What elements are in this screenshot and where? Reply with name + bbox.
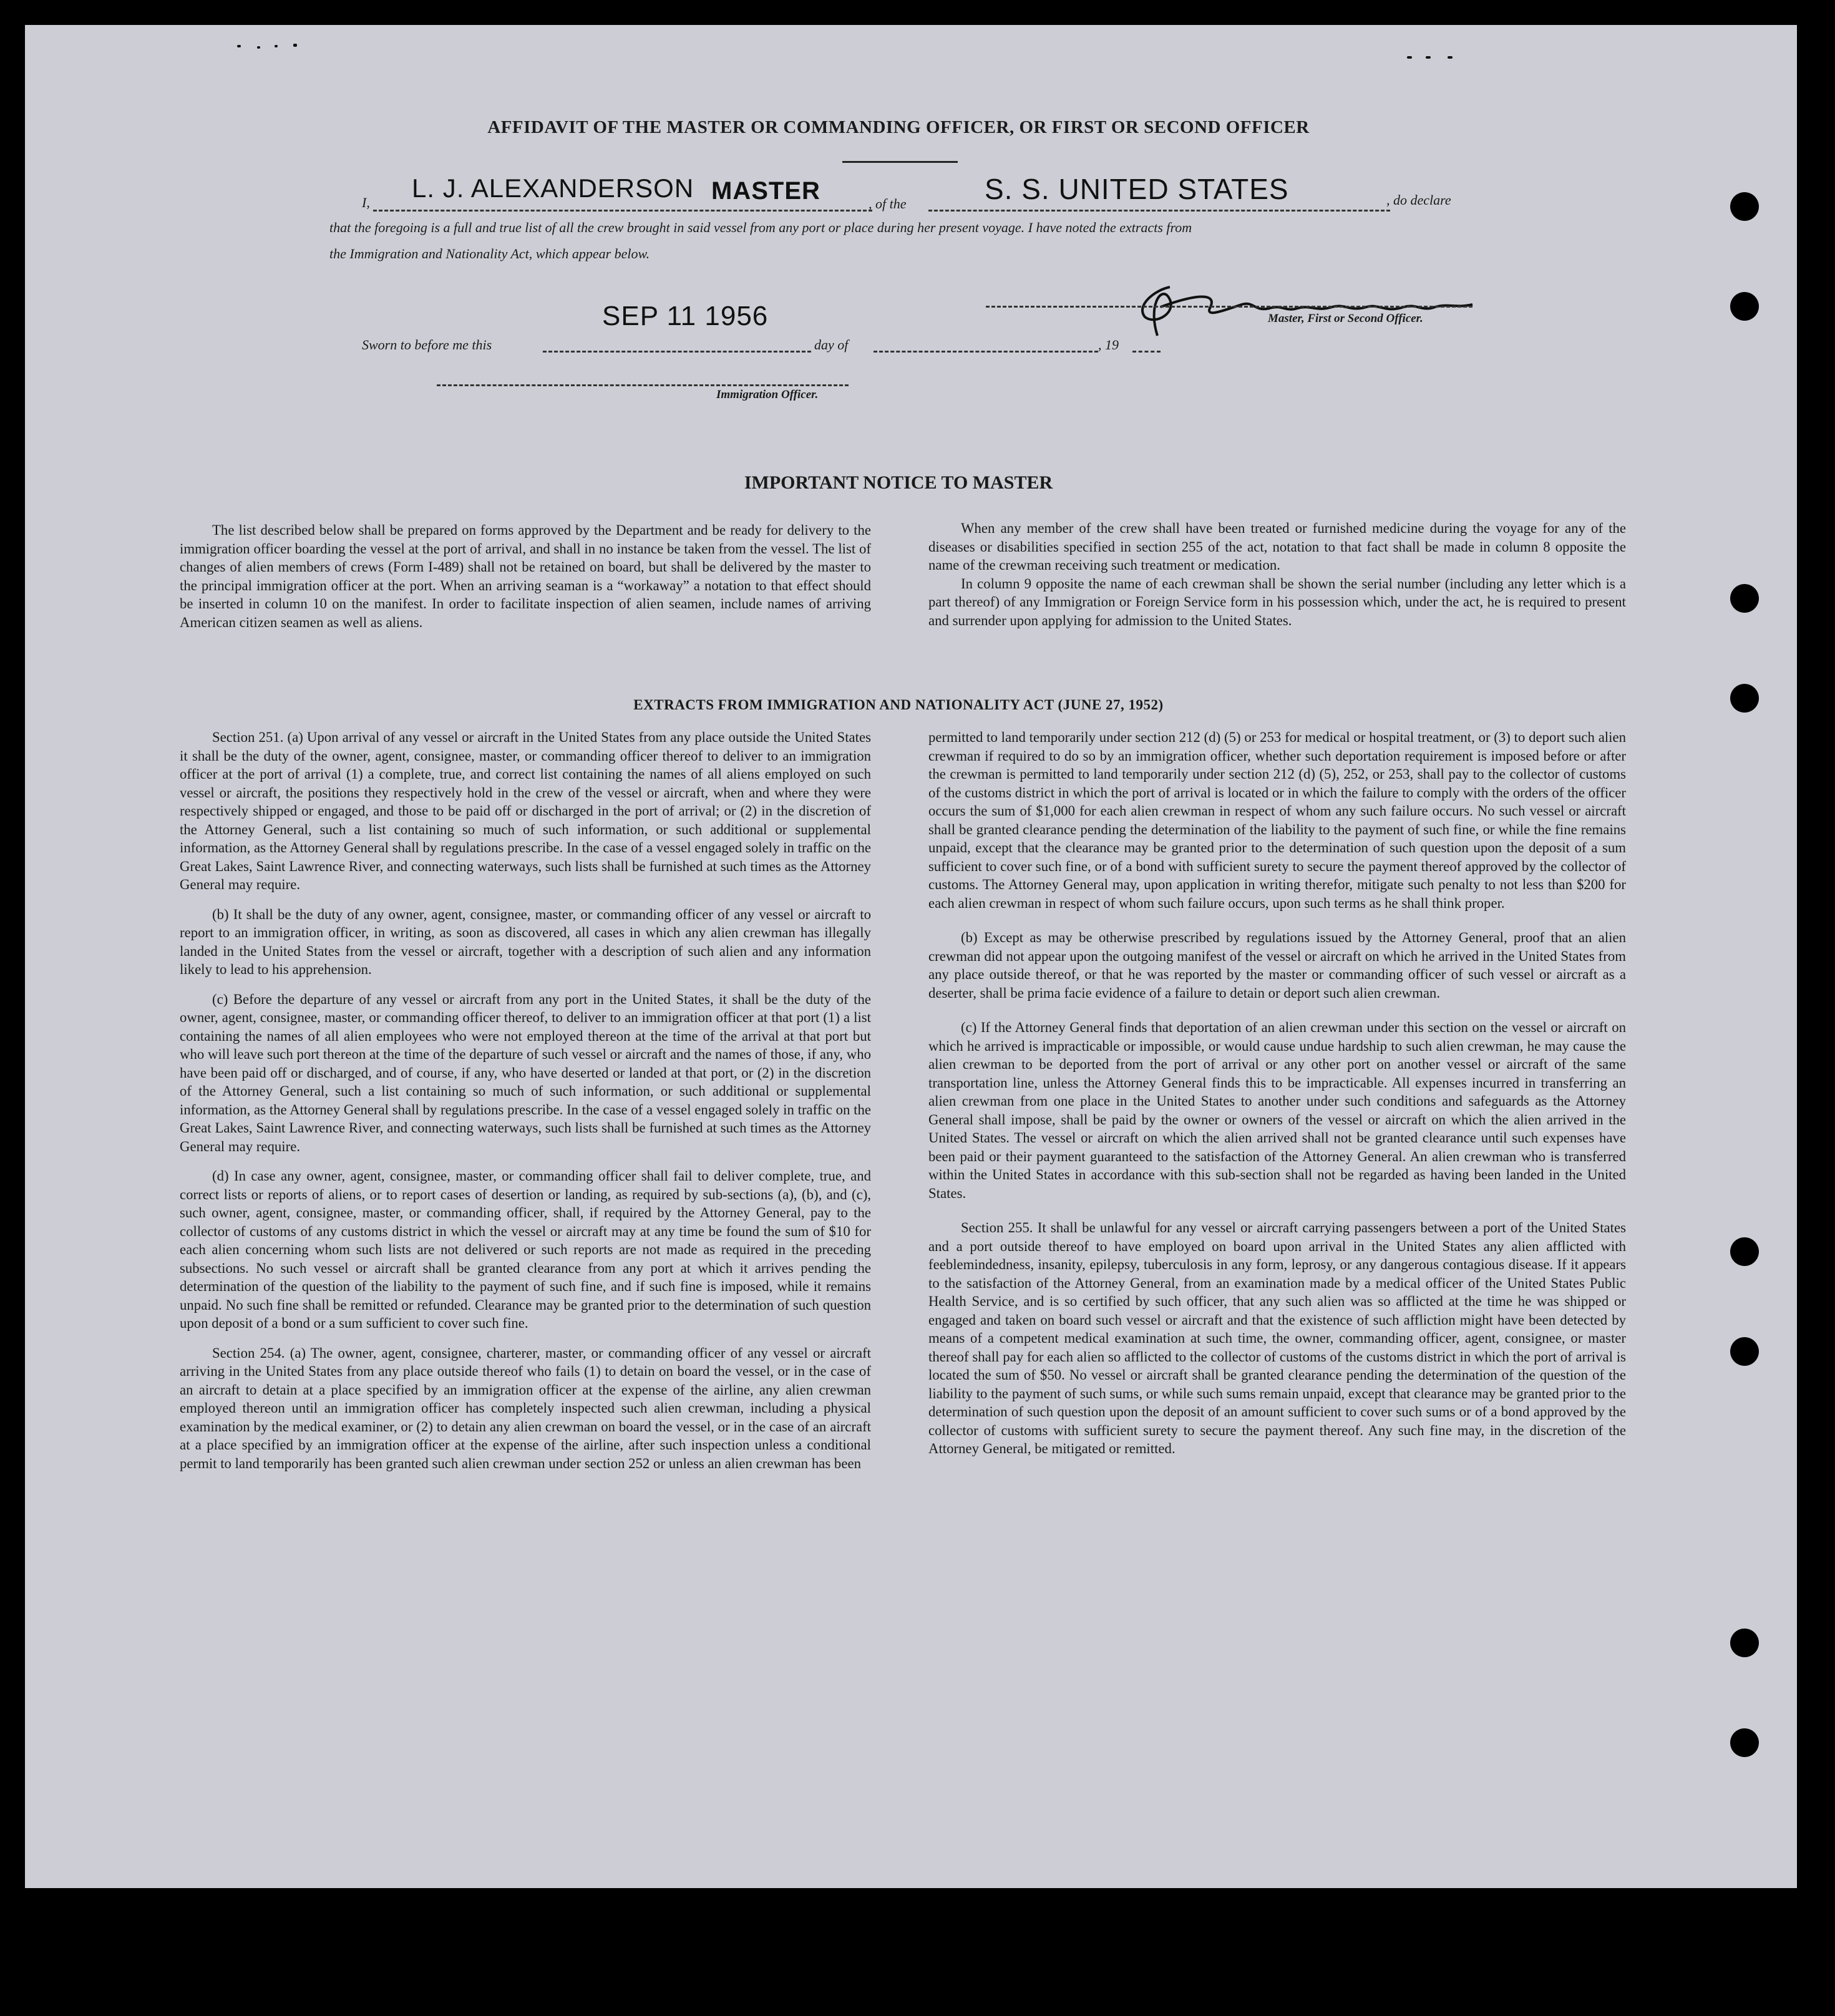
year-label: , 19 — [1098, 337, 1119, 353]
scan-speck — [257, 46, 260, 49]
master-signature — [1111, 268, 1485, 337]
punch-hole — [1730, 1728, 1759, 1757]
extracts-title: EXTRACTS FROM IMMIGRATION AND NATIONALITY ACT (JUNE 27, 1952) — [633, 697, 1164, 713]
section-251-b: (b) It shall be the duty of any owner, agent, consignee, master, or commanding officer of any vessel or aircraft to report to an immigration officer, in writing, as soon as discovered, all cases in which any alien crewman has illegally landed in the United States from the vessel or aircraft, together with a description of such alien and any information likely to lead to his apprehension. — [180, 906, 871, 977]
scan-speck — [275, 45, 278, 47]
vessel-name[interactable]: S. S. UNITED STATES — [985, 173, 1289, 205]
vessel-line — [928, 210, 1390, 212]
section-251-c: (c) Before the departure of any vessel or aircraft from any port in the United States, it shall be the duty of the owner, agent, consignee, master, or commanding officer thereof, to deliver to an immigration officer at that port (1) a list containing the names of all alien employees who were not employed thereon at the time of the arrival at that port but who will leave such port thereon at the time of the departure of such vessel or aircraft and the names of those, if any, who have been paid off or discharged, and of course, if any, who have deserted or landed at that port, or (2) in the discretion of the Attorney General, such a list containing so much of such information, or such additional or supplemental information, as the Attorney General shall by regulations prescribe. In the case of a vessel engaged solely in traffic on the Great Lakes, Saint Lawrence River, and connecting waterways, such lists shall be furnished at such times as the Attorney General may require. — [180, 991, 871, 1154]
day-of-label: day of — [814, 337, 849, 353]
punch-hole — [1730, 1237, 1759, 1266]
sworn-month-line — [874, 351, 1098, 353]
punch-hole — [1730, 684, 1759, 713]
notice-right-column — [928, 519, 1626, 636]
master-signature-line — [986, 306, 1472, 308]
extracts-left-column — [180, 728, 871, 1479]
scan-speck — [237, 45, 241, 47]
officer-signature-caption: Immigration Officer. — [716, 388, 819, 401]
sworn-year-line — [1132, 351, 1161, 353]
notice-left-column — [180, 521, 871, 638]
extracts-right-column — [928, 728, 1626, 1464]
scan-speck — [1448, 56, 1453, 59]
section-254-b: (b) Except as may be otherwise prescribed by regulations issued by the Attorney General, proof that an alien crewman did not appear upon the outgoing manifest of the vessel or aircraft on which he arrived in the United States from any place outside thereof, or that he was reported by the master or commanding officer of such vessel or aircraft as a deserter, shall be prima facie evidence of a failure to detain or deport such alien crewman. — [928, 930, 1626, 1001]
section-254-c: (c) If the Attorney General finds that deportation of an alien crewman under this section on the vessel or aircraft on which he arrived is impracticable or impossible, or would cause undue hardship to such alien crewman, he may cause the alien crewman to be deported from the port of arrival or any other port on another vessel or aircraft of the same transportation line, unless the Attorney General finds this to be impracticable. All expenses incurred in transferring an alien crewman from one place in the United States to another under such conditions and safeguards as the Attorney General shall impose, shall be paid by the owner or owners of the vessel or aircraft on which the alien arrived in the United States. The vessel or aircraft on which the alien arrived shall not be granted clearance until such expenses have been paid or their payment guaranteed to the satisfaction of the Attorney General. An alien crewman who is transferred within the United States in accordance with this sub-section shall not be regarded as having been landed in the United States. — [928, 1020, 1626, 1201]
name-line — [373, 210, 872, 212]
master-rank[interactable]: MASTER — [711, 177, 820, 205]
sworn-date-stamp[interactable]: SEP 11 1956 — [602, 301, 769, 331]
punch-hole — [1730, 292, 1759, 321]
punch-hole — [1730, 1337, 1759, 1366]
scan-speck — [1426, 56, 1431, 59]
scan-speck — [293, 44, 297, 47]
section-251-a: Section 251. (a) Upon arrival of any vessel or aircraft in the United States from any place outside the United States it shall be the duty of the owner, agent, consignee, master, or commanding officer thereof to deliver to an immigration officer at the port of arrival (1) a complete, true, and correct list containing the names of all aliens employed on such vessel or aircraft, the positions they respectively hold in the crew of the vessel or aircraft, when and where they were respectively shipped or engaged, and those to be paid off or discharged in the port of arrival; or (2) in the discretion of the Attorney General, such a list containing so much of such information, or such additional or supplemental information, as the Attorney General shall by regulations prescribe. In the case of a vessel engaged solely in traffic on the Great Lakes, Saint Lawrence River, and connecting waterways, such lists shall be furnished at such times as the Attorney General may require. — [180, 729, 871, 892]
scan-speck — [1407, 56, 1412, 59]
i-label: I, — [362, 195, 370, 210]
do-declare-label: , do declare — [1386, 192, 1451, 208]
section-254-a: Section 254. (a) The owner, agent, consignee, charterer, master, or commanding officer of any vessel or aircraft arriving in the United States from any place outside thereof who fails (1) to detain on board the vessel, or in the case of an aircraft to detain at a place specified by an immigration officer at the expense of the airline, any alien crewman employed thereon until an immigration officer has completely inspected such alien crewman, including a physical examination by the medical examiner, or (2) to detain any alien crewman on board the vessel, or in the case of an aircraft at a place specified by an immigration officer at the expense of the airline, after such inspection unless a conditional permit to land temporarily has been granted such alien crewman under section 252 or unless an alien crewman has been — [180, 1345, 871, 1471]
section-251-d: (d) In case any owner, agent, consignee, master, or commanding officer shall fail to deliver complete, true, and correct lists or reports of aliens, or to report cases of desertion or landing, as required by sub-sections (a), (b), and (c), such owner, agent, consignee, master, or commanding officer, shall, if required by the Attorney General, pay to the collector of customs of any customs district in which the vessel or aircraft may at any time be found the sum of $10 for each alien concerning whom such lists are not delivered or such reports are not made as required in the preceding subsections. No such vessel or aircraft shall be granted clearance from any port at which it arrives pending the determination of the question of the liability to the payment of such fine, and if such fine is imposed, while it remains unpaid. No such fine shall be remitted or refunded. Clearance may be granted prior to the determination of such question upon deposit of a bond or a sum sufficient to cover such fine. — [180, 1168, 871, 1331]
declaration-line-2: that the foregoing is a full and true list of all the crew brought in said vessel from any port or place during her present voyage. I have noted the extracts from — [329, 220, 1192, 235]
sworn-day-line — [543, 351, 811, 353]
notice-left-paragraph: The list described below shall be prepared on forms approved by the Department and be ready for delivery to the immigration officer boarding the vessel at the port of arrival, and shall in no instance be taken from the vessel. The list of changes of alien members of crews (Form I-489) shall not be retained on board, but shall be delivered by the master to the principal immigration officer at the port. When an arriving seaman is a “workaway” a notation to that effect should be inserted in column 10 on the manifest. In order to facilitate inspection of alien seamen, include names of arriving American citizen seamen as well as aliens. — [180, 522, 871, 630]
notice-right-paragraph-2: In column 9 opposite the name of each crewman shall be shown the serial number (including any letter which is a part thereof) of any Immigration or Foreign Service form in his possession which, under the act, he is required to present and surrender upon applying for admission to the United States. — [928, 575, 1626, 628]
of-the-label: , of the — [869, 196, 907, 212]
punch-hole — [1730, 192, 1759, 221]
title-divider — [842, 161, 958, 163]
declaration-line-3: the Immigration and Nationality Act, which appear below. — [329, 246, 650, 261]
notice-right-paragraph-1: When any member of the crew shall have been treated or furnished medicine during the voyage for any of the diseases or disabilities specified in section 255 of the act, notation to that fact shall be made in column 8 opposite the name of the crewman receiving such treatment or medication. — [928, 520, 1626, 573]
punch-hole — [1730, 584, 1759, 613]
punch-hole — [1730, 1629, 1759, 1657]
section-254-a-continued: permitted to land temporarily under section 212 (d) (5) or 253 for medical or hospital treatment, or (3) to deport such alien crewman if required to do so by an immigration officer, whether such deportation requirement is imposed before or after the crewman is permitted to land temporarily under section 212 (d) (5), 252, or 253, shall pay to the collector of customs of the customs district in which the port of arrival is located or in which the failure to comply with the orders of the officer occurs the sum of $1,000 for each alien crewman in respect of whom any such failure occurs. No such vessel or aircraft shall be granted clearance pending the determination of the liability to the payment of such fine, or while the fine remains unpaid, except that the clearance may be granted prior to the determination of such question upon the deposit of a sum sufficient to cover such fine, or of a bond with sufficient surety to secure the payment thereof approved by the collector of customs. The Attorney General may, upon application in writing therefor, mitigate such penalty to not less than $200 for each alien crewman in respect of whom such failure occurs, upon such terms as he shall think proper. — [928, 729, 1626, 911]
sworn-label: Sworn to before me this — [362, 337, 492, 353]
section-255: Section 255. It shall be unlawful for any vessel or aircraft carrying passengers between a port of the United States and a port outside thereof to have employed on board upon arrival in the United States any alien afflicted with feeblemindedness, insanity, epilepsy, tuberculosis in any form, leprosy, or any dangerous contagious disease. If it appears to the satisfaction of the Attorney General, from an examination made by a medical officer of the United States Public Health Service, and is so certified by such officer, that any such alien was so afflicted at the time he was shipped or engaged and taken on board such vessel or aircraft and that the existence of such affliction might have been detected by means of a competent medical examination at such time, the owner, commanding officer, agent, consignee, or master thereof shall pay for each alien so afflicted to the collector of customs of the customs district in which the port of arrival is located the sum of $50. No vessel or aircraft shall be granted clearance pending the determination of the question of the liability to the payment of such sums, or while such sums remain unpaid, except that clearance may be granted prior to the determination of such question upon the deposit of an amount sufficient to cover such sums or of a bond approved by the collector of customs with sufficient surety to secure the payment thereof. Any such fine may, in the discretion of the Attorney General, be mitigated or remitted. — [928, 1220, 1626, 1456]
officer-signature-line — [437, 384, 849, 386]
notice-title: IMPORTANT NOTICE TO MASTER — [744, 472, 1053, 493]
master-signature-caption: Master, First or Second Officer. — [1268, 312, 1423, 325]
master-name[interactable]: L. J. ALEXANDERSON — [412, 173, 694, 203]
affidavit-title: AFFIDAVIT OF THE MASTER OR COMMANDING OFFICER, OR FIRST OR SECOND OFFICER — [487, 117, 1310, 137]
